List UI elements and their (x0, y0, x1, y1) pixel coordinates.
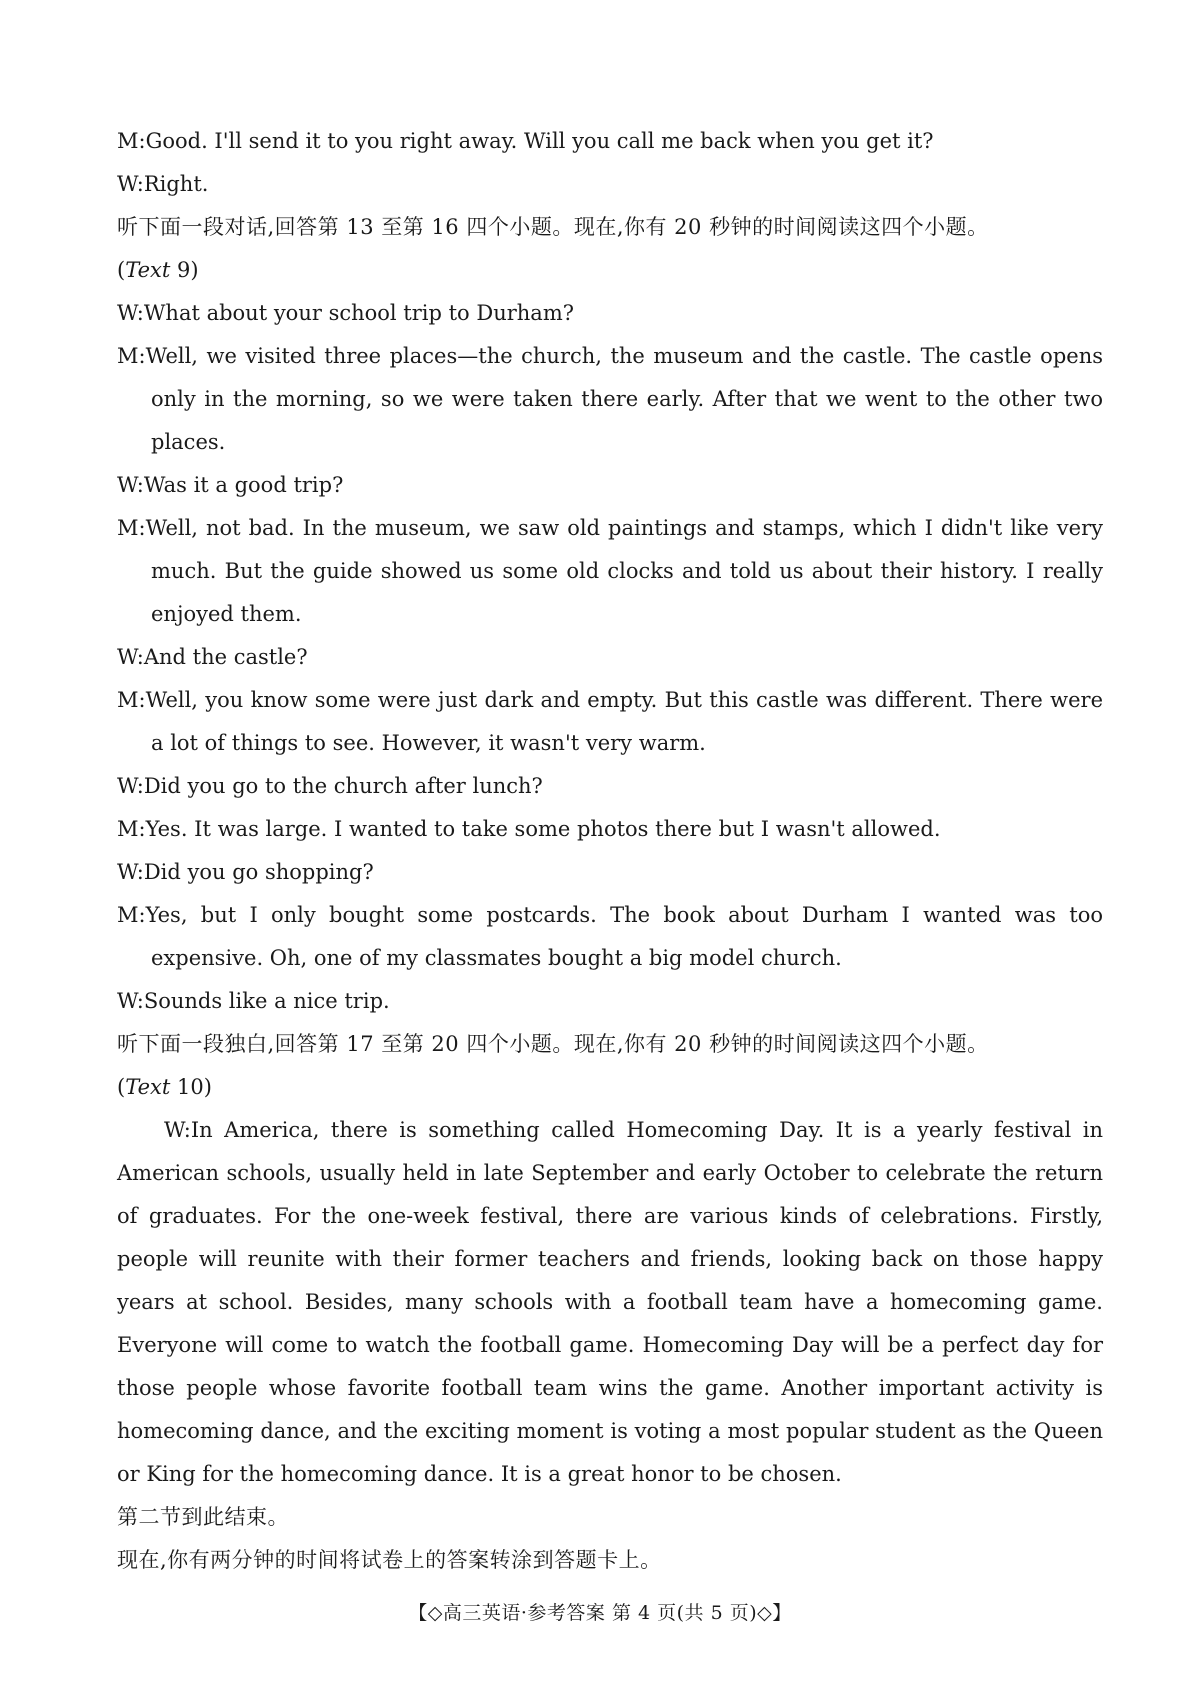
dialogue-line: M:Yes, but I only bought some postcards. The book about Durham I wanted was too expensive. Oh, one of my classmates bought a big model church. (117, 903, 1103, 970)
dialogue-line: W:What about your school trip to Durham? (117, 301, 574, 325)
monologue-paragraph: W:In America, there is something called Homecoming Day. It is a yearly festival in American schools, usually held in late September and early October to celebrate the return of graduates. For the one-week festival, there are various kinds of celebrations. Firstly, people will reunite with their former teachers and friends, looking back on those happy years at school. Besides, many schools with a football team have a homecoming game. Everyone will come to watch the football game. Homecoming Day will be a perfect day for those people whose favorite football team wins the game. Another important activity is homecoming dance, and the exciting moment is voting a most popular student as the Queen or King for the homecoming dance. It is a great honor to be chosen. (117, 1118, 1103, 1486)
dialogue-line: W:Did you go shopping? (117, 860, 374, 884)
instruction-text: 听下面一段对话,回答第 13 至第 16 四个小题。现在,你有 20 秒钟的时间阅读这四个小题。 (117, 215, 989, 239)
section-end-text: 第二节到此结束。 (117, 1505, 289, 1529)
dialogue-line: M:Well, not bad. In the museum, we saw old paintings and stamps, which I didn't like very much. But the guide showed us some old clocks and told us about their history. I really enjoyed them. (117, 516, 1103, 626)
instruction-text: 听下面一段独白,回答第 17 至第 20 四个小题。现在,你有 20 秒钟的时间阅读这四个小题。 (117, 1032, 989, 1056)
page-footer: 【◇高三英语·参考答案 第 4 页(共 5 页)◇】 (408, 1602, 792, 1624)
dialogue-line: M:Well, you know some were just dark and empty. But this castle was different. There were a lot of things to see. However, it wasn't very warm. (117, 688, 1103, 755)
dialogue-line: M:Yes. It was large. I wanted to take some photos there but I wasn't allowed. (117, 817, 941, 841)
text-label: (Text 9) (117, 258, 199, 282)
instruction-text: 现在,你有两分钟的时间将试卷上的答案转涂到答题卡上。 (117, 1548, 662, 1572)
dialogue-line: W:Did you go to the church after lunch? (117, 774, 543, 798)
dialogue-line: W:Sounds like a nice trip. (117, 989, 390, 1013)
dialogue-line: W:Right. (117, 172, 209, 196)
page-content (117, 120, 1103, 1582)
dialogue-line: W:And the castle? (117, 645, 308, 669)
dialogue-line: M:Well, we visited three places—the church, the museum and the castle. The castle opens only in the morning, so we were taken there early. After that we went to the other two places. (117, 344, 1103, 454)
dialogue-line: M:Good. I'll send it to you right away. Will you call me back when you get it? (117, 129, 934, 153)
text-label: (Text 10) (117, 1075, 212, 1099)
dialogue-line: W:Was it a good trip? (117, 473, 344, 497)
